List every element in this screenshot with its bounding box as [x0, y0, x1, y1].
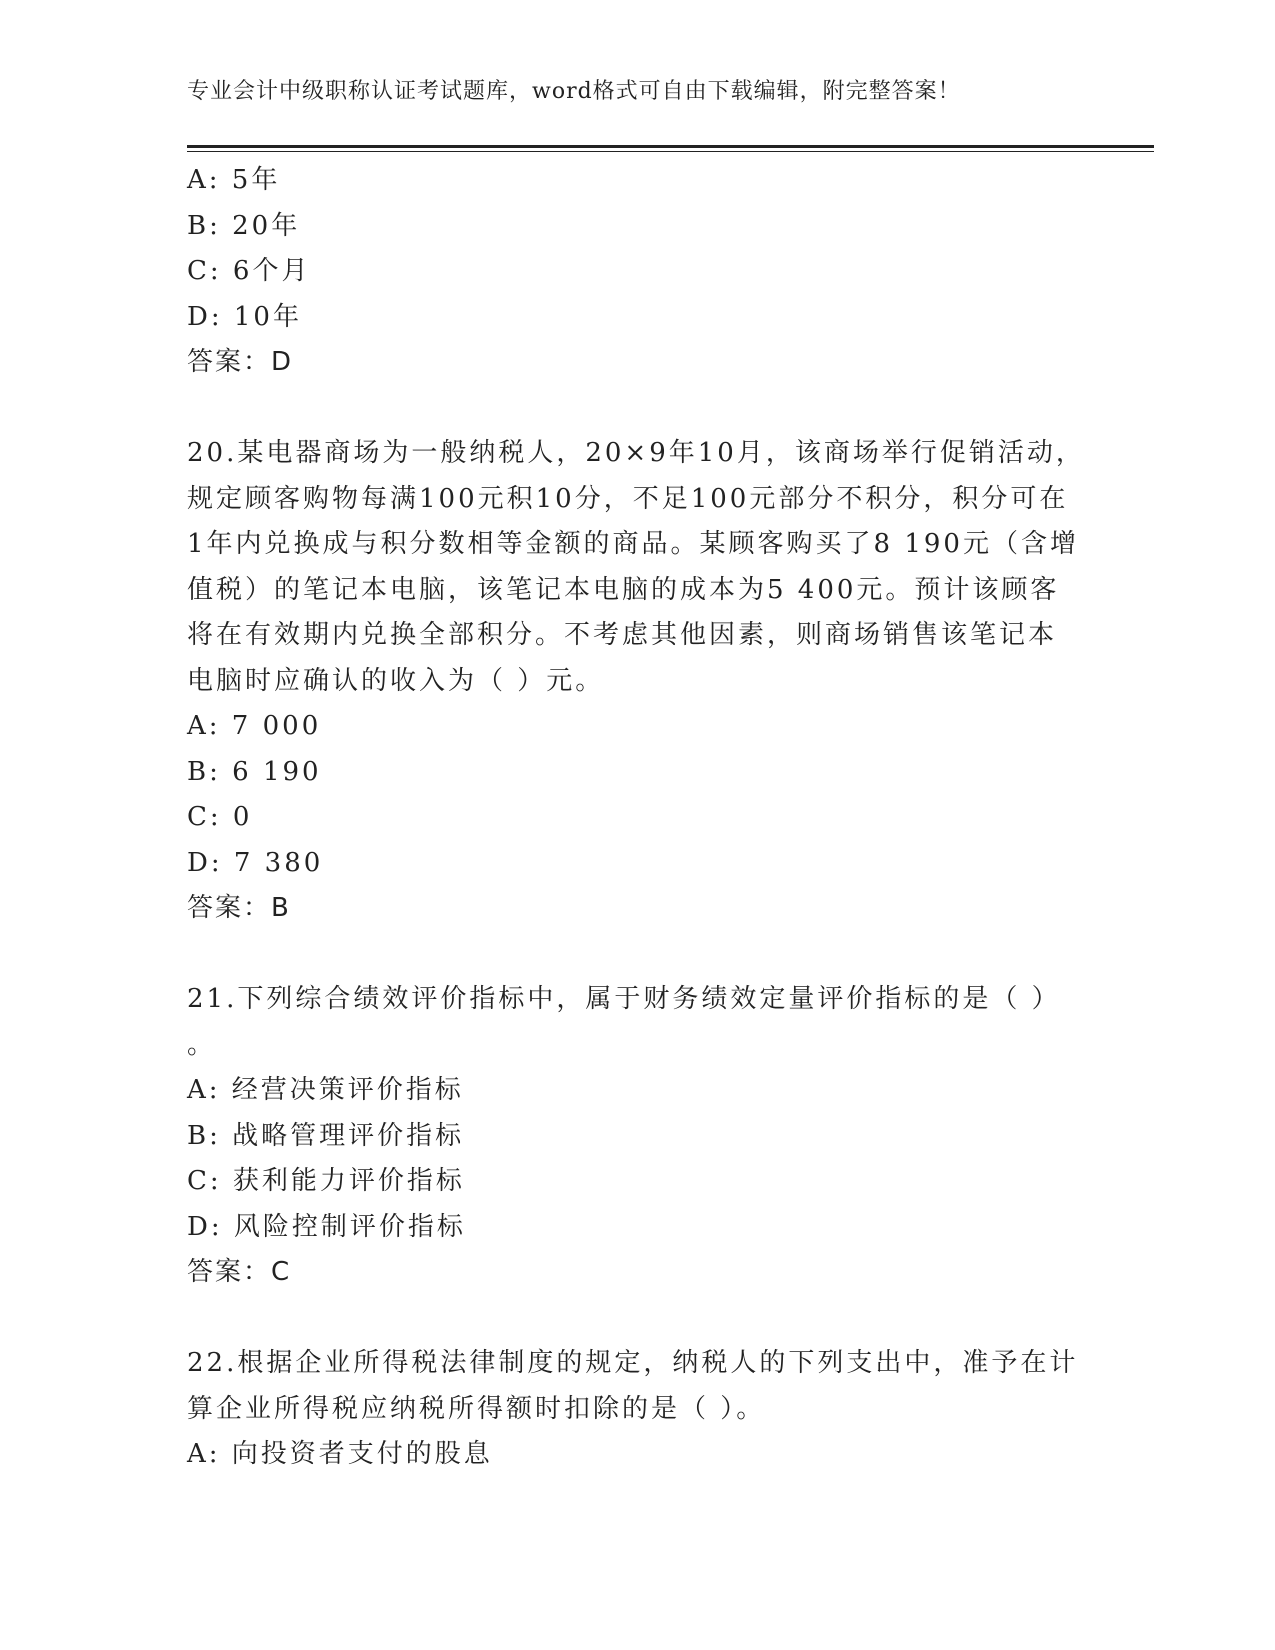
question-block-19 — [187, 158, 1087, 386]
page-header: 专业会计中级职称认证考试题库，word格式可自由下载编辑，附完整答案！ — [187, 79, 961, 104]
answer-line: 答案：D — [187, 347, 294, 377]
spacer — [187, 1296, 1087, 1342]
header-rule-thin — [187, 151, 1154, 152]
option-a: A: 5年 — [187, 165, 281, 195]
option-c: C: 0 — [187, 802, 253, 832]
spacer — [187, 386, 1087, 432]
option-d: D: 7 380 — [187, 847, 324, 878]
question-line: 电脑时应确认的收入为（ ）元。 — [187, 665, 605, 696]
question-block-21 — [187, 977, 1087, 1296]
option-b: B: 20年 — [187, 210, 301, 241]
question-line: 。 — [187, 1029, 217, 1060]
option-a: A: 向投资者支付的股息 — [187, 1439, 493, 1469]
option-d: D: 10年 — [187, 301, 302, 332]
answer-line: 答案：B — [187, 893, 291, 923]
option-a: A: 经营决策评价指标 — [187, 1075, 464, 1105]
question-line: 21.下列综合绩效评价指标中，属于财务绩效定量评价指标的是（ ） — [187, 984, 1061, 1014]
option-a: A: 7 000 — [187, 711, 322, 741]
question-block-22 — [187, 1341, 1087, 1478]
question-line: 算企业所得税应纳税所得额时扣除的是（ ）。 — [187, 1393, 766, 1424]
spacer — [187, 932, 1087, 978]
question-line: 将在有效期内兑换全部积分。不考虑其他因素，则商场销售该笔记本 — [187, 620, 1058, 650]
question-block-20 — [187, 431, 1087, 932]
question-line: 20.某电器商场为一般纳税人，20×9年10月，该商场举行促销活动， — [187, 438, 1085, 468]
question-line: 1年内兑换成与积分数相等金额的商品。某顾客购买了8 190元（含增 — [187, 529, 1079, 559]
option-d: D: 风险控制评价指标 — [187, 1211, 466, 1242]
question-line: 规定顾客购物每满100元积10分，不足100元部分不积分，积分可在 — [187, 483, 1069, 514]
header-rule-thick — [187, 145, 1154, 148]
option-c: C: 6个月 — [187, 256, 311, 286]
question-line: 值税）的笔记本电脑，该笔记本电脑的成本为5 400元。预计该顾客 — [187, 574, 1060, 605]
answer-line: 答案：C — [187, 1257, 292, 1287]
option-c: C: 获利能力评价指标 — [187, 1166, 465, 1196]
question-list — [187, 158, 1087, 1478]
option-b: B: 战略管理评价指标 — [187, 1120, 465, 1151]
question-line: 22.根据企业所得税法律制度的规定，纳税人的下列支出中，准予在计 — [187, 1348, 1079, 1378]
option-b: B: 6 190 — [187, 756, 322, 787]
